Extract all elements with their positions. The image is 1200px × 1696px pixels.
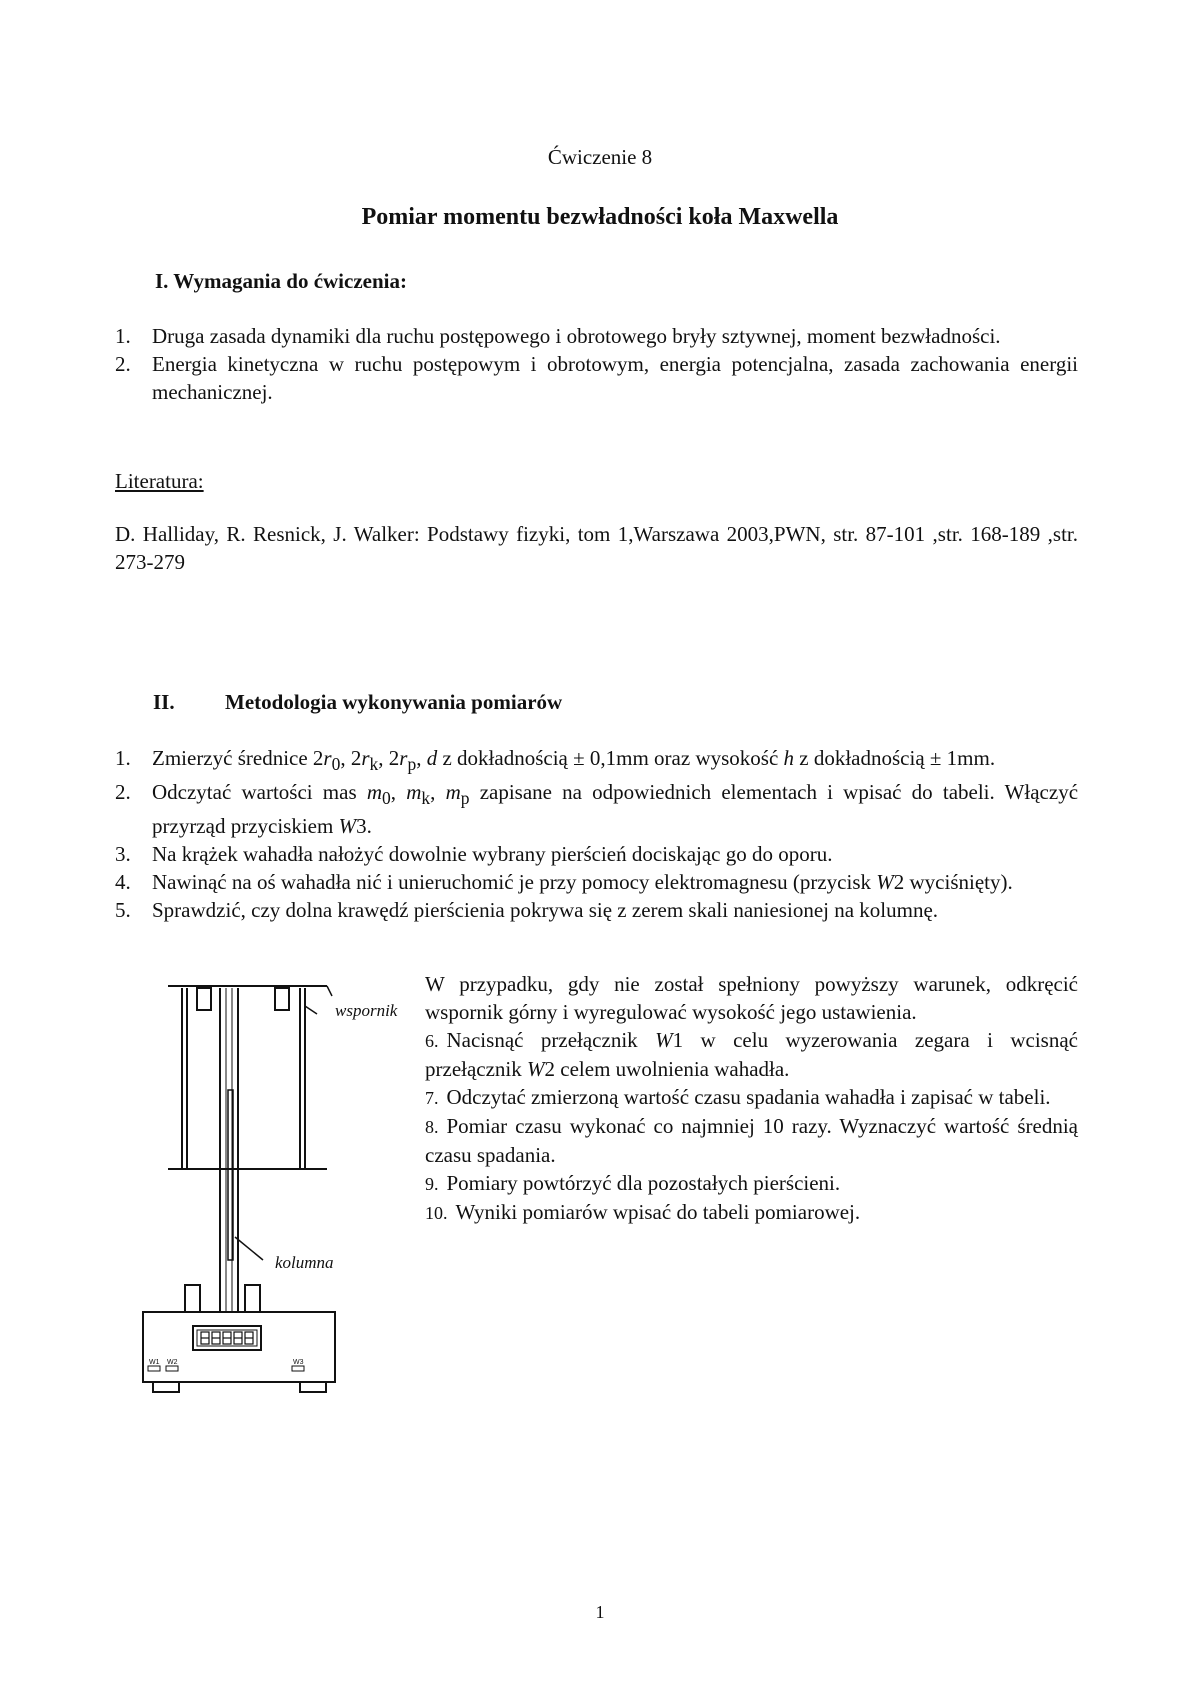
list-number: 2.: [115, 352, 131, 376]
procedure-continuation: [425, 970, 1078, 1227]
button-w3[interactable]: W3: [293, 1359, 304, 1366]
list-item: [115, 350, 1078, 406]
list-item: 3. Na krążek wahadła nałożyć dowolnie wybrany pierścień dociskając go do oporu.: [115, 842, 833, 867]
section-1-heading: I. Wymagania do ćwiczenia:: [155, 269, 407, 293]
exercise-label: Ćwiczenie 8: [547, 145, 653, 169]
top-clamp-left: [197, 988, 211, 1010]
button-w2[interactable]: W2: [167, 1359, 178, 1366]
label-column: kolumna: [275, 1253, 334, 1272]
list-number: 5.: [115, 898, 131, 923]
literature-label: Literatura:: [115, 469, 204, 493]
literature-text: D. Halliday, R. Resnick, J. Walker: Podstawy fizyki, tom 1,Warszawa 2003,PWN, str. 87-101 ,str. 168-189 ,str. 273-279: [115, 522, 1078, 574]
label-support: wspornik: [335, 1001, 398, 1020]
list-item: 1. Zmierzyć średnice $2r_0$, $2r_k$, $2r_p$, d z dokładnością ± 0,1mm oraz wysokość h z dokładnością ± 1mm.: [115, 746, 996, 775]
maxwell-wheel-apparatus-figure: [135, 972, 425, 1408]
base-clamp-right: [245, 1285, 260, 1312]
document-title: Pomiar momentu bezwładności koła Maxwella: [361, 204, 839, 230]
list-number: 4.: [115, 870, 131, 895]
list-item: 4. Nawinąć na oś wahadła nić i unieruchomić je przy pomocy elektromagnesu (przycisk W2 wyciśnięty).: [115, 870, 1013, 895]
section-2-number: II.: [153, 690, 175, 714]
step-5-continuation: W przypadku, gdy nie został spełniony powyższy warunek, odkręcić wspornik górny i wyregulować wysokość jego ustawienia.: [425, 972, 1078, 1024]
list-item: 2. Odczytać wartości mas $m_0$, $m_k$, $m_p$ zapisane na odpowiednich elementach i wpisać do tabeli. Włączyć przyrząd przyciskiem W3.: [115, 780, 1079, 839]
list-number: 2.: [115, 780, 131, 805]
list-number: 1.: [115, 746, 131, 770]
list-number: 1.: [115, 324, 131, 348]
list-text: Energia kinetyczna w ruchu postępowym i obrotowym, energia potencjalna, zasada zachowania energii mechanicznej.: [152, 352, 1078, 404]
foot-left: [153, 1382, 179, 1392]
list-item: [115, 322, 1078, 350]
list-text: Druga zasada dynamiki dla ruchu postępowego i obrotowego bryły sztywnej, moment bezwładności.: [152, 324, 1001, 348]
list-item: 6. Nacisnąć przełącznik W1 w celu wyzerowania zegara i wcisnąć przełącznik W2 celem uwolnienia wahadła.: [425, 1028, 1078, 1081]
list-item: 10. Wyniki pomiarów wpisać do tabeli pomiarowej.: [425, 1200, 861, 1224]
page-number: 1: [595, 1602, 605, 1622]
base-clamp-left: [185, 1285, 200, 1312]
foot-right: [300, 1382, 326, 1392]
list-item: 8. Pomiar czasu wykonać co najmniej 10 razy. Wyznaczyć wartość średnią czasu spadania.: [425, 1114, 1078, 1167]
list-item: 7. Odczytać zmierzoną wartość czasu spadania wahadła i zapisać w tabeli.: [425, 1085, 1051, 1109]
button-w1[interactable]: W1: [149, 1359, 160, 1366]
list-number: 3.: [115, 842, 131, 867]
procedure-list: [115, 744, 1078, 924]
list-item: 5. Sprawdzić, czy dolna krawędź pierścienia pokrywa się z zerem skali naniesionej na kolumnę.: [115, 898, 939, 923]
section-2-heading: Metodologia wykonywania pomiarów: [225, 690, 563, 714]
list-item: 9. Pomiary powtórzyć dla pozostałych pierścieni.: [425, 1171, 841, 1195]
requirements-list: [115, 322, 1078, 406]
top-clamp-right: [275, 988, 289, 1010]
